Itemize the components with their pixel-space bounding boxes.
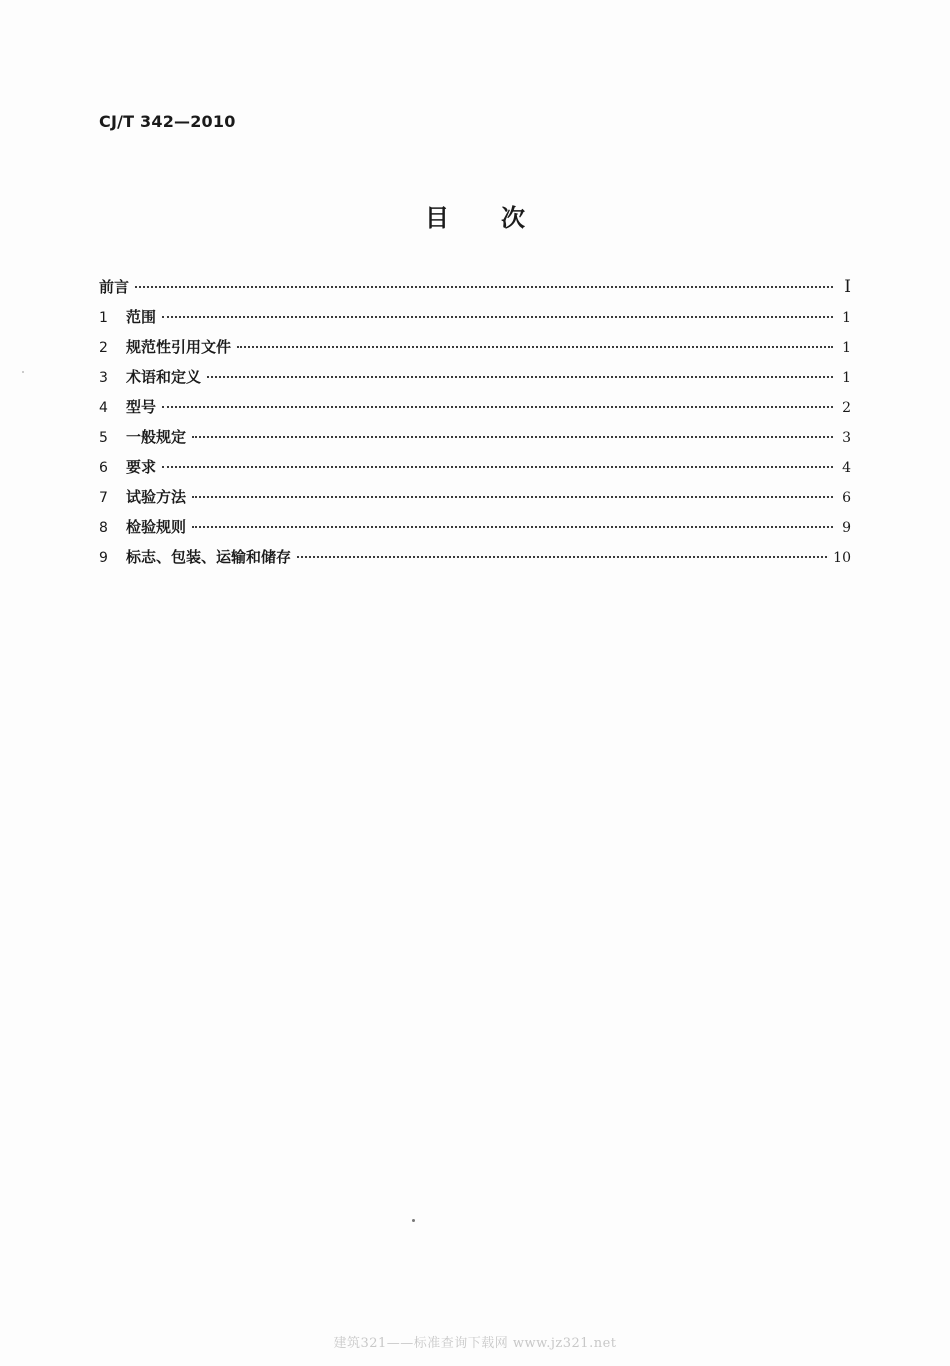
toc-entry-number: 5 <box>99 430 108 446</box>
toc-entry-scope[interactable] <box>99 306 851 336</box>
toc-entry-page: 1 <box>842 310 851 326</box>
toc-entry-label: 范围 <box>126 308 157 326</box>
toc-entry-foreword[interactable] <box>99 276 851 306</box>
toc-entry-number: 3 <box>99 370 108 386</box>
toc-dot-leader <box>162 406 833 408</box>
toc-entry-number: 7 <box>99 490 108 506</box>
toc-dot-leader <box>192 526 833 528</box>
toc-entry-page: 10 <box>833 550 851 566</box>
toc-entry-page: 1 <box>842 370 851 386</box>
toc-entry-terms-definitions[interactable] <box>99 366 851 396</box>
toc-entry-number: 8 <box>99 520 108 536</box>
toc-entry-label: 规范性引用文件 <box>126 338 232 356</box>
toc-entry-number: 1 <box>99 310 108 326</box>
toc-dot-leader <box>162 316 833 318</box>
toc-dot-leader <box>297 556 827 558</box>
scan-speck <box>412 1219 415 1222</box>
toc-entry-page: 9 <box>842 520 851 536</box>
toc-entry-label: 一般规定 <box>126 428 187 446</box>
toc-entry-requirements[interactable] <box>99 456 851 486</box>
toc-entry-label: 检验规则 <box>126 518 187 536</box>
toc-entry-page: 6 <box>842 490 851 506</box>
toc-entry-label: 要求 <box>126 458 157 476</box>
footer-watermark: 建筑321——标准查询下载网 www.jz321.net <box>333 1336 617 1351</box>
toc-dot-leader <box>135 286 833 288</box>
toc-dot-leader <box>192 436 833 438</box>
toc-entry-label: 型号 <box>126 398 157 416</box>
toc-entry-normative-references[interactable] <box>99 336 851 366</box>
toc-entry-general-provisions[interactable] <box>99 426 851 456</box>
standard-code: CJ/T 342—2010 <box>99 112 236 131</box>
toc-entry-label: 前言 <box>99 278 130 296</box>
table-of-contents <box>99 276 851 576</box>
toc-entry-number: 6 <box>99 460 108 476</box>
toc-entry-page: 1 <box>842 340 851 356</box>
scan-speck <box>22 371 24 373</box>
toc-entry-page: I <box>844 277 851 297</box>
toc-entry-number: 4 <box>99 400 108 416</box>
toc-entry-marking-packaging[interactable] <box>99 546 851 576</box>
toc-entry-test-methods[interactable] <box>99 486 851 516</box>
toc-entry-page: 3 <box>842 430 851 446</box>
toc-entry-label: 术语和定义 <box>126 368 202 386</box>
toc-entry-number: 2 <box>99 340 108 356</box>
toc-dot-leader <box>192 496 833 498</box>
toc-dot-leader <box>237 346 833 348</box>
toc-entry-page: 2 <box>842 400 851 416</box>
toc-entry-inspection-rules[interactable] <box>99 516 851 546</box>
toc-dot-leader <box>207 376 833 378</box>
toc-entry-model[interactable] <box>99 396 851 426</box>
toc-title: 目次 <box>425 204 577 232</box>
toc-entry-label: 标志、包装、运输和储存 <box>126 548 292 566</box>
toc-entry-label: 试验方法 <box>126 488 187 506</box>
toc-entry-page: 4 <box>842 460 851 476</box>
toc-dot-leader <box>162 466 833 468</box>
toc-entry-number: 9 <box>99 550 108 566</box>
